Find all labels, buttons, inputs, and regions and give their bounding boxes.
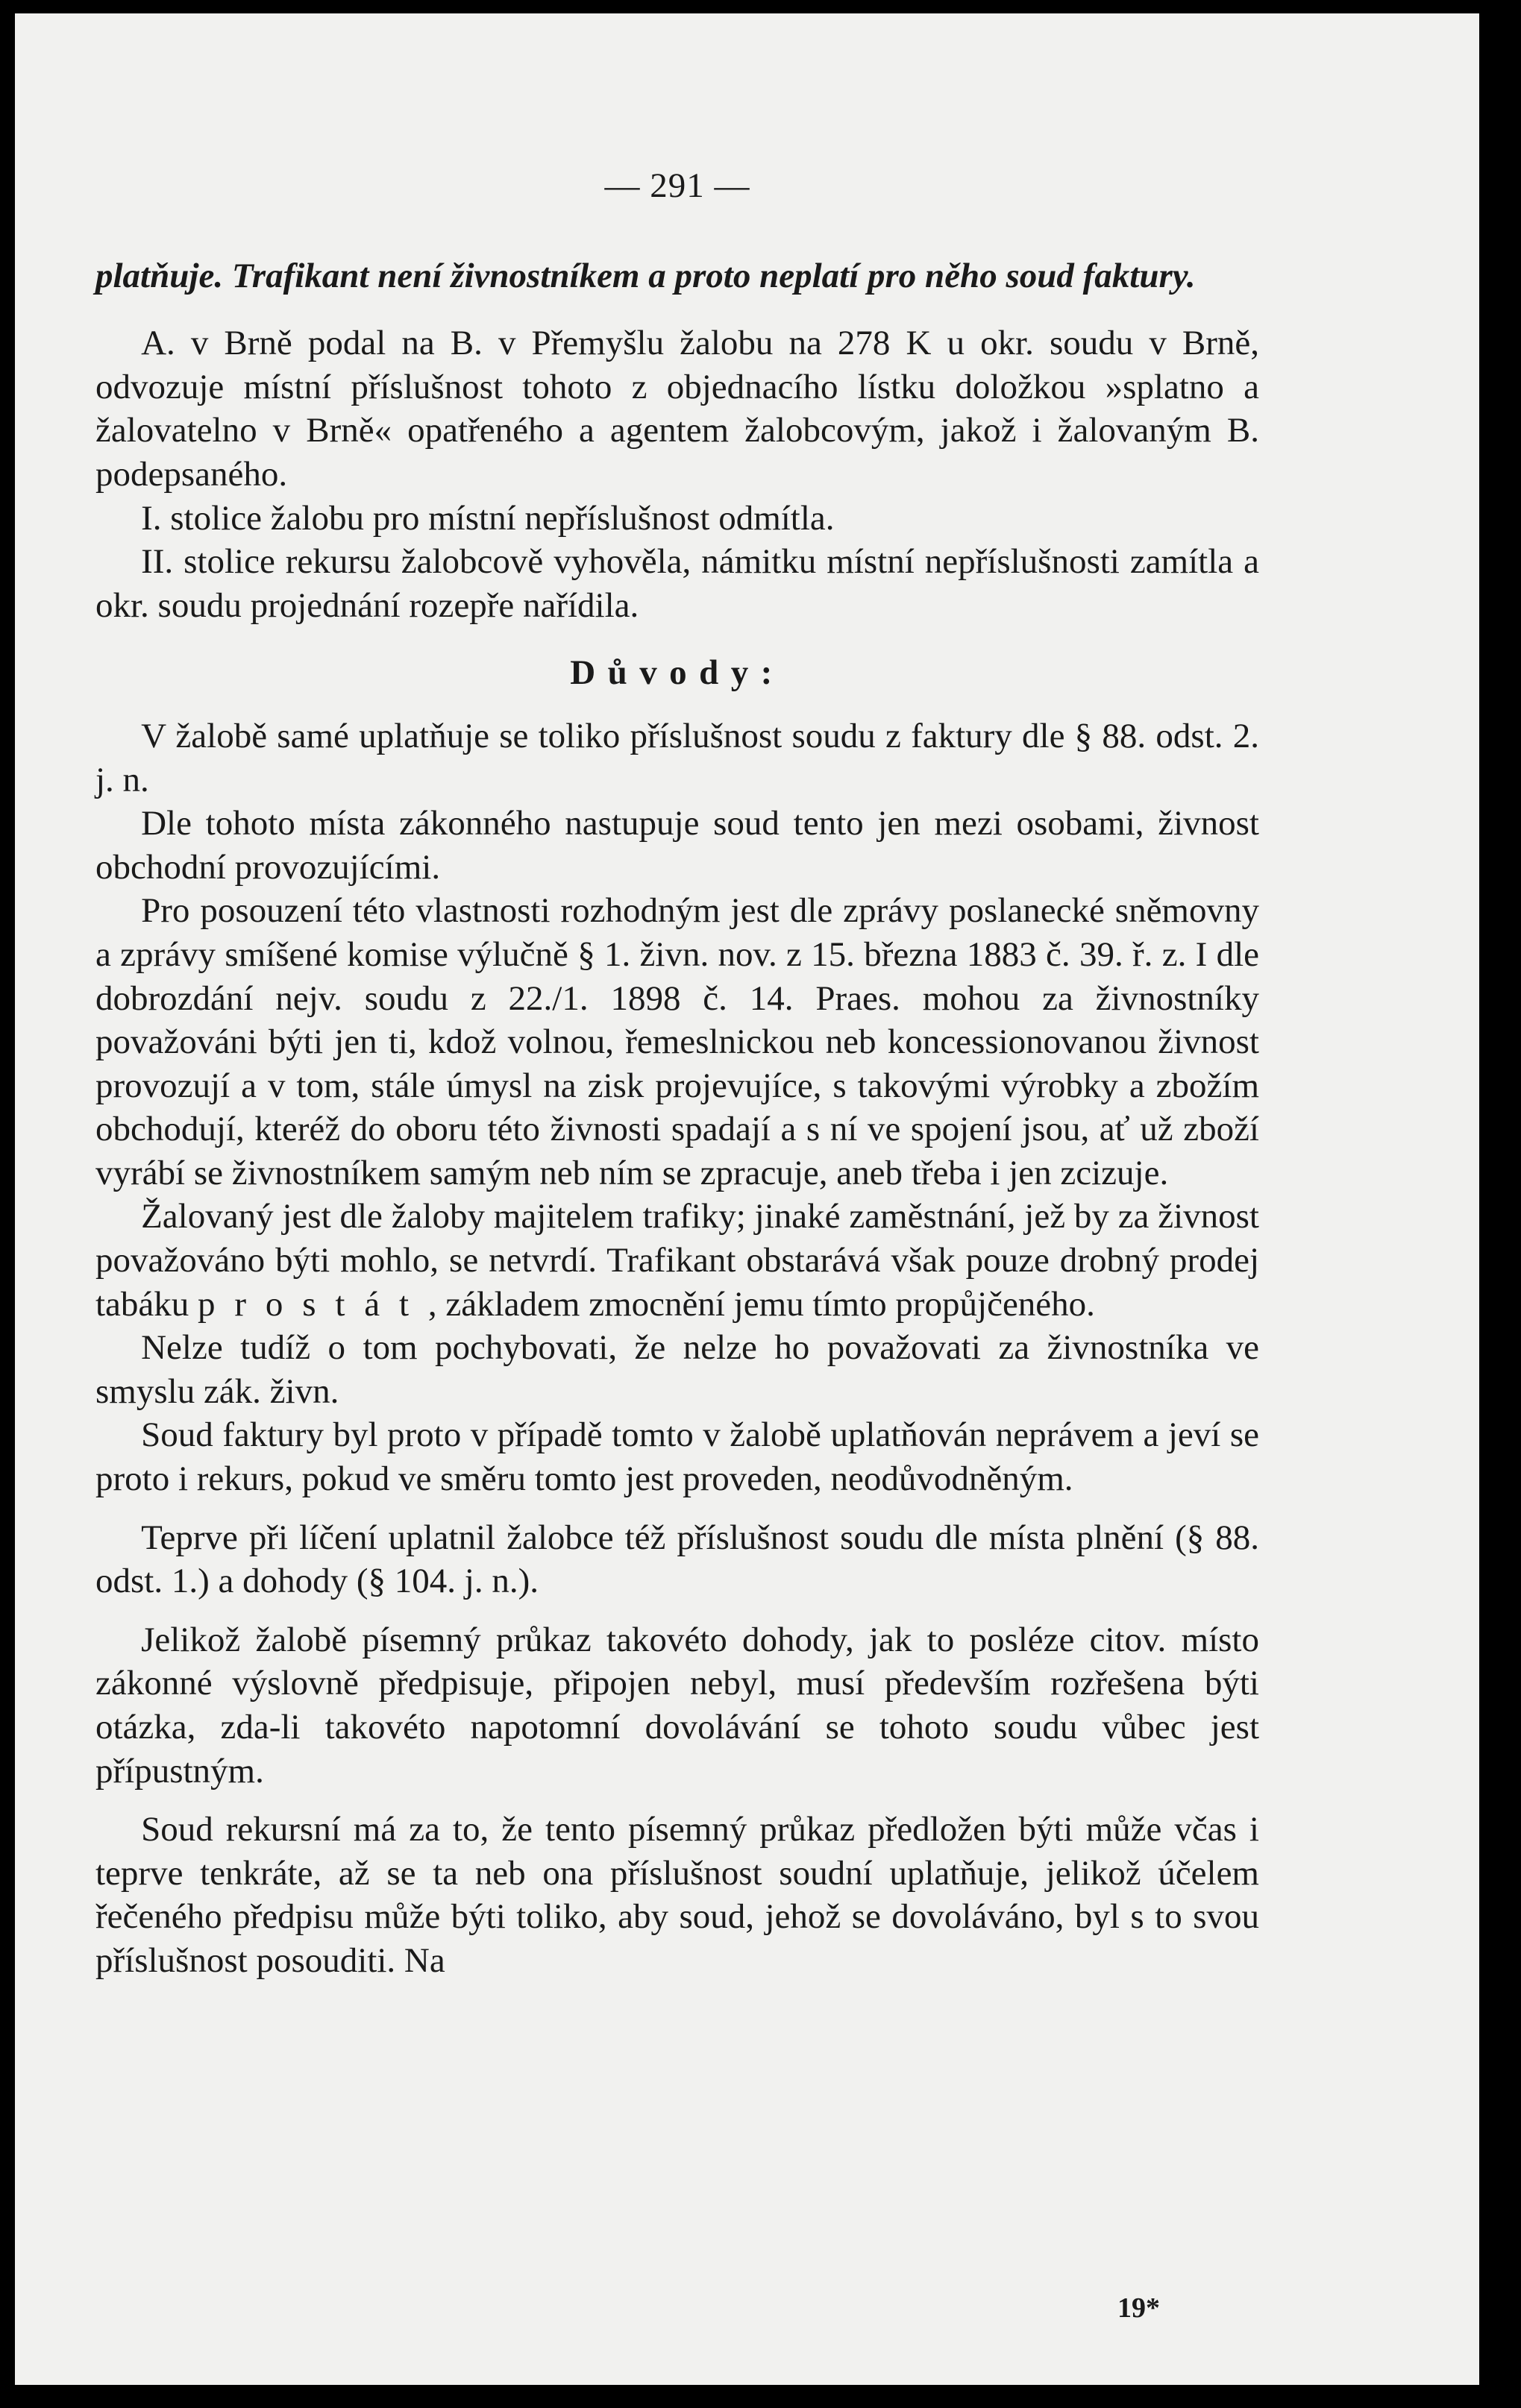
body-paragraph-5: Nelze tudíž o tom pochybovati, že nelze ho považovati za živnostníka ve smyslu zák. živn. <box>95 1328 1259 1411</box>
body-paragraph-1: V žalobě samé uplatňuje se toliko příslušnost soudu z faktury dle § 88. odst. 2. j. n. <box>95 716 1259 799</box>
intro-line: platňuje. Trafikant není živnostníkem a proto neplatí pro něho soud faktury. <box>95 256 1196 295</box>
section-heading: Důvody: <box>570 653 785 693</box>
body-paragraph-9: Soud rekursní má za to, že tento písemný průkaz předložen býti může včas i teprve tenkráte, až se ta neb ona příslušnost soudní uplatňuje, jelikož účelem řečeného předpisu může býti toliko, aby soud, jehož se dovoláváno, byl s to svou příslušnost posouditi. Na <box>95 1810 1259 1980</box>
body-paragraph-2: Dle tohoto místa zákonného nastupuje soud tento jen mezi osobami, živnost obchodní provozujícími. <box>95 804 1259 887</box>
body-paragraph-4 <box>95 1195 1259 1326</box>
case-paragraph-3: II. stolice rekursu žalobcově vyhověla, námitku místní nepříslušnosti zamítla a okr. soudu projednání rozepře nařídila. <box>95 542 1259 625</box>
body-paragraph-4-start: Žalovaný jest dle žaloby majitelem trafiky; jinaké zaměstnání, jež by za živnost považováno býti mohlo, se netvrdí. Trafikant obstarává však pouze drobný prodej tabáku <box>95 1197 1259 1324</box>
scan-edge <box>1481 0 1521 2408</box>
body-paragraph-8: Jelikož žalobě písemný průkaz takovéto dohody, jak to posléze citov. místo zákonné výslovně předpisuje, připojen nebyl, musí především rozřešena býti otázka, zda-li takovéto napotomní dovolávání se tohoto soudu vůbec jest přípustným. <box>95 1620 1259 1791</box>
page-content <box>95 164 1259 1983</box>
spaced-word: prostát <box>198 1284 428 1324</box>
body-paragraph-3: Pro posouzení této vlastnosti rozhodným jest dle zprávy poslanecké sněmovny a zprávy smíšené komise výlučně § 1. živn. nov. z 15. března 1883 č. 39. ř. z. I dle dobrozdání nejv. soudu z 22./1. 1898 č. 14. Praes. mohou za živnostníky považováni býti jen ti, kdož volnou, řemeslnickou neb koncessionovanou živnost provozují a v tom, stále úmysl na zisk projevujíce, s takovými výrobky a zbožím obchodují, kteréž do oboru této živnosti spadají a s ní ve spojení jsou, ať už zboží vyrábí se živnostníkem samým neb ním se zpracuje, aneb třeba i jen zcizuje. <box>95 891 1259 1192</box>
body-paragraph-4-end: , základem zmocnění jemu tímto propůjčeného. <box>427 1284 1095 1324</box>
page-number: — 291 — <box>604 166 750 205</box>
body-paragraph-6: Soud faktury byl proto v případě tomto v žalobě uplatňován neprávem a jeví se proto i rekurs, pokud ve směru tomto jest proveden, neodůvodněným. <box>95 1415 1259 1499</box>
body-paragraph-7: Teprve při líčení uplatnil žalobce též příslušnost soudu dle místa plnění (§ 88. odst. 1.) a dohody (§ 104. j. n.). <box>95 1518 1259 1601</box>
printer-signature: 19* <box>1117 2292 1160 2324</box>
case-paragraph-2: I. stolice žalobu pro místní nepříslušnost odmítla. <box>141 498 835 538</box>
case-paragraph-1: A. v Brně podal na B. v Přemyšlu žalobu na 278 K u okr. soudu v Brně, odvozuje místní příslušnost tohoto z objednacího lístku doložkou »splatno a žalovatelno v Brně« opatřeného a agentem žalobcovým, jakož i žalovaným B. podepsaného. <box>95 324 1259 494</box>
